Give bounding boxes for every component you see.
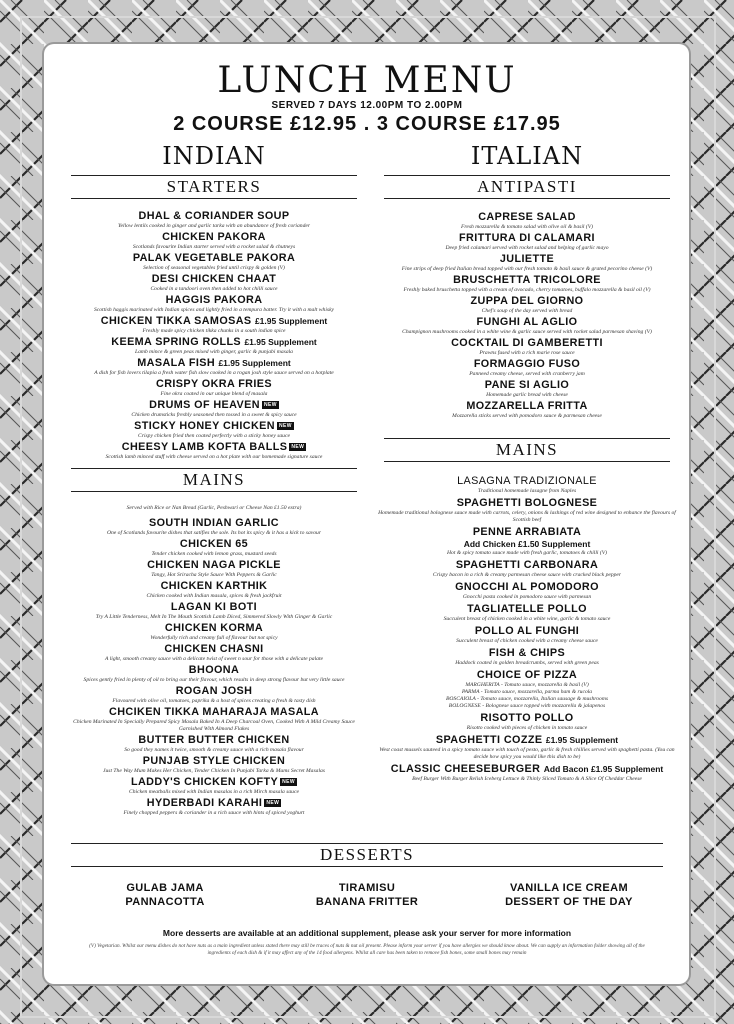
menu-item-name: FISH & CHIPS [488, 647, 566, 659]
supplement-price: £1.95 Supplement [244, 337, 317, 347]
menu-item-description: Yellow lentils cooked in ginger and garlic tarka with an abundance of fresh coriander [117, 223, 311, 229]
menu-item [65, 664, 363, 684]
menu-item-name: CHICKEN NAGA PICKLE [147, 559, 281, 571]
menu-item-description: Chicken Marinated In Specially Prepared Spicy Masala Baked In A Deep Charcoal Oven, Cooked With A Mild Creamy Sauce Garnished With Almond Flakes [73, 719, 355, 732]
desserts-section [65, 843, 669, 909]
menu-item-name: MOZZARELLA FRITTA [466, 400, 588, 412]
menu-item-name: DESI CHICKEN CHAAT [151, 273, 277, 285]
menu-item-name: BUTTER BUTTER CHICKEN [138, 734, 290, 746]
supplement-price: £1.95 Supplement [218, 358, 291, 368]
menu-item [65, 357, 363, 377]
more-desserts-note: More desserts are available at an additional supplement, please ask your server for more information [162, 928, 572, 938]
menu-item-description: Mozzarella sticks served with pomodoro sauce & parmesan cheese [452, 413, 602, 419]
menu-title: LUNCH MENU [217, 60, 517, 101]
menu-item-description: Hot & spicy tomato sauce made with fresh garlic, tomatoes & chilli (V) [447, 550, 607, 556]
menu-item-extra: Add Chicken £1.50 Supplement [463, 539, 591, 549]
menu-item-description: Champignon mushrooms cooked in a white wine & garlic sauce served with rocket salad parmesan shaving (V) [402, 329, 652, 335]
menu-item-name: JULIETTE [499, 253, 555, 265]
menu-item-name: CHICKEN KORMA [164, 622, 264, 634]
menu-item [65, 378, 363, 398]
menu-item-description: Prawns fused with a rich marie rose sauce [479, 350, 575, 356]
menu-item [65, 517, 363, 537]
supplement-price: Add Bacon £1.95 Supplement [543, 764, 664, 774]
menu-item-description: Try A Little Tenderness, Melt In The Mouth Scottish Lamb Diced, Simmered Slowly With Ginger & Garlic [95, 614, 333, 620]
menu-item-name: CRISPY OKRA FRIES [156, 378, 272, 390]
italian-antipasti-heading: ANTIPASTI [384, 175, 670, 199]
menu-item-description: BOLOGNESE - Bolognese sauce topped with mozzarella & jalapenos [448, 703, 606, 709]
menu-item [65, 538, 363, 558]
menu-item [65, 685, 363, 705]
menu-item-name: CHICKEN TIKKA SAMOSAS £1.95 Supplement [100, 315, 328, 327]
menu-item [378, 526, 676, 557]
menu-item [65, 622, 363, 642]
indian-column [65, 142, 363, 817]
desserts-heading: DESSERTS [71, 843, 663, 867]
menu-item [65, 273, 363, 293]
dessert-item: TIRAMISU [338, 882, 396, 894]
menu-item-description: Tangy, Hot Sriracha Style Sauce With Peppers & Garlic [151, 572, 277, 578]
menu-item-name: ZUPPA DEL GIORNO [470, 295, 584, 307]
menu-item-description: Chef's soup of the day served with bread [481, 308, 573, 314]
menu-item-description: Selection of seasonal vegetables fried until crispy & golden (V) [143, 265, 285, 271]
menu-item-name: PENNE ARRABIATA [472, 526, 582, 538]
menu-item-name: CHICKEN 65 [179, 538, 249, 550]
dessert-column-3 [469, 881, 669, 909]
menu-item-description: Succulent breast of chicken cooked in a white wine, garlic & tomato sauce [443, 616, 611, 622]
menu-item [65, 420, 363, 440]
menu-item-description: Risotto cooked with pieces of chicken in tomato sauce [466, 725, 588, 731]
indian-starters-heading: STARTERS [71, 175, 357, 199]
menu-item-name: FORMAGGIO FUSO [473, 358, 581, 370]
menu-item [65, 210, 363, 230]
menu-item [378, 712, 676, 732]
menu-item-name: SPAGHETTI BOLOGNESE [456, 497, 598, 509]
supplement-price: £1.95 Supplement [545, 735, 619, 745]
italian-column [378, 142, 676, 783]
menu-item [65, 559, 363, 579]
dessert-item: VANILLA ICE CREAM [509, 882, 629, 894]
menu-item [378, 497, 676, 524]
menu-item-description: Cooked in a tandoori oven then added to hot chilli sauce [150, 286, 278, 292]
menu-item-name: ROGAN JOSH [175, 685, 253, 697]
menu-item-description: Chicken drumsticks freshly seasoned then tossed in a sweet & spicy sauce [131, 412, 297, 418]
menu-item [378, 603, 676, 623]
menu-item-description: Succulent breast of chicken cooked with a creamy cheese sauce [456, 638, 598, 644]
menu-item [378, 274, 676, 294]
menu-item-name: PUNJAB STYLE CHICKEN [142, 755, 286, 767]
menu-item-name: COCKTAIL DI GAMBERETTI [451, 337, 603, 349]
menu-item-name: FUNGHI AL AGLIO [476, 316, 578, 328]
menu-item [65, 294, 363, 314]
menu-item-name: LASAGNA TRADIZIONALE [457, 475, 597, 487]
menu-item-description: Gnocchi pasta cooked in pomodoro sauce with parmesan [462, 594, 592, 600]
menu-item-name: DRUMS OF HEAVEN NEW [149, 399, 277, 411]
menu-item [65, 580, 363, 600]
menu-item-description: Chicken cooked with Indian masala, spices & fresh jackfruit [146, 593, 282, 599]
menu-item [378, 559, 676, 579]
menu-item [378, 316, 676, 336]
menu-item [378, 358, 676, 378]
menu-item [378, 253, 676, 273]
menu-item-name: HAGGIS PAKORA [165, 294, 263, 306]
menu-item-description: Haddock coated in golden breadcrumbs, served with green peas [455, 660, 599, 666]
menu-item-description: Crispy chicken fried then coated perfectly with a sticky honey sauce [138, 433, 290, 439]
menu-item-name: FRITTURA DI CALAMARI [459, 232, 595, 244]
menu-item-name: HYDERBADI KARAHI NEW [146, 797, 280, 809]
menu-item-name: SPAGHETTI CARBONARA [455, 559, 599, 571]
menu-item-description: Beef Burger With Burger Relish Iceberg Lettuce & Thinly Sliced Tomato & A Slice Of Cheddar Cheese [412, 776, 642, 782]
menu-item [378, 475, 676, 495]
italian-mains-heading: MAINS [384, 438, 670, 462]
menu-item-name: TAGLIATELLE POLLO [467, 603, 587, 615]
menu-item-name: CHICKEN CHASNI [164, 643, 264, 655]
menu-item [65, 315, 363, 335]
menu-item-description: Tender chicken cooked with lemon grass, mustard seeds [151, 551, 277, 557]
menu-item-description: So good they names it twice, smooth & creamy sauce with a rich masala flavour [124, 747, 304, 753]
menu-item [378, 337, 676, 357]
menu-item [378, 379, 676, 399]
menu-item-description: Deep fried calamari served with rocket salad and helping of garlic mayo [445, 245, 609, 251]
indian-mains-note: Served with Rice or Nan Bread (Garlic, Peshwari or Cheese Nan £1.50 extra) [126, 505, 302, 511]
menu-item [65, 336, 363, 356]
menu-item-name: GNOCCHI AL POMODORO [455, 581, 599, 593]
menu-item-description: West coast mussels sauteed in a spicy tomato sauce with touch of pesto, garlic & fresh chillies served with spaghetti pasta. (You can decide how spicy you would like this dish to be) [379, 747, 675, 760]
menu-item-name: STICKY HONEY CHICKEN NEW [134, 420, 292, 432]
menu-item-name: LADDY'S CHICKEN KOFTY NEW [130, 776, 295, 788]
menu-item [378, 211, 676, 231]
new-badge: NEW [263, 402, 277, 408]
menu-item-description: Just The Way Mum Makes Her Chicken, Tender Chicken In Punjabi Tarka & Mums Secret Masalas [103, 768, 325, 774]
menu-item [65, 734, 363, 754]
indian-mains-list [65, 517, 363, 817]
menu-item-description: Chicken meatballs mixed with Indian masalas in a rich Mirch masala sauce [129, 789, 299, 795]
new-badge: NEW [282, 779, 295, 785]
menu-item [378, 647, 676, 667]
menu-item-description: Freshly baked bruschetta topped with a cream of avocado, cherry tomatoes, buffalo mozzarella & basil oil (V) [403, 287, 651, 293]
menu-item-description: Finely chopped peppers & coriander in a rich sauce with hints of spiced yoghurt [123, 810, 305, 816]
menu-item-name: CHICKEN KARTHIK [160, 580, 268, 592]
menu-item [378, 400, 676, 420]
menu-item-description: Fine strips of deep fried Italian bread topped with our fresh tomato & basil sauce & grated pecorino cheese (V) [401, 266, 653, 272]
menu-item [378, 295, 676, 315]
menu-item-description: Fresh mozzarella & tomato salad with olive oil & basil (V) [461, 224, 593, 230]
menu-item-name: DHAL & CORIANDER SOUP [138, 210, 290, 222]
menu-item [378, 763, 676, 783]
new-badge: NEW [266, 800, 280, 806]
menu-item-name: SPAGHETTI COZZE £1.95 Supplement [435, 734, 619, 746]
menu-item-description: Scottish haggis marinated with Indian spices and lightly fried in a tempura batter. Try it with a malt whisky [93, 307, 335, 313]
course-prices: 2 COURSE £12.95 . 3 COURSE £17.95 [173, 113, 561, 135]
menu-item [65, 797, 363, 817]
menu-item-description: Freshly made spicy chicken tikka chunks in a south indian spice [142, 328, 286, 334]
menu-item-name: CAPRESE SALAD [478, 211, 576, 223]
menu-item-description: Scottish lamb minced stuff with cheese served on a hot plate with our homemade signature sauce [105, 454, 323, 460]
menu-item-name: BRUSCHETTA TRICOLORE [453, 274, 601, 286]
menu-item-name: RISOTTO POLLO [480, 712, 574, 724]
menu-item-name: PANE SI AGLIO [484, 379, 570, 391]
menu-item [65, 231, 363, 251]
menu-item [65, 706, 363, 733]
indian-mains-heading: MAINS [71, 468, 357, 492]
menu-item-description: One of Scotlands favourite dishes that satifies the sole. Its hot its spicy & it has a kick to savour [106, 530, 322, 536]
menu-item-name: LAGAN KI BOTI [170, 601, 258, 613]
italian-antipasti-list [378, 211, 676, 420]
menu-item [65, 252, 363, 272]
menu-item-description: A light, smooth creamy sauce with a delicate twist of sweet n sour for those with a delicate palate [105, 656, 323, 662]
menu-item [65, 601, 363, 621]
menu-item-description: Panneed creamy cheese, served with cranberry jam [469, 371, 585, 377]
menu-item-description: Spices gently fried in plenty of oil to bring our their flavour, which results in deep strong flavour but very little sauce [83, 677, 345, 683]
indian-title: INDIAN [162, 142, 266, 170]
menu-item-description: Crispy bacon in a rich & creamy parmesan cheese sauce with cracked black pepper [432, 572, 622, 578]
menu-item-description: PARMA - Tomato sauce, mozzarella, parma ham & rucola [461, 689, 593, 695]
menu-item-description: MARGHERITA - Tomato sauce, mozzarella & basil (V) [465, 682, 589, 688]
menu-item [65, 399, 363, 419]
menu-item-name: SOUTH INDIAN GARLIC [149, 517, 279, 529]
menu-item [65, 643, 363, 663]
dessert-column-1 [65, 881, 265, 909]
menu-item-description: Wonderfully rich and creamy full of flavour but not spicy [150, 635, 278, 641]
supplement-price: £1.95 Supplement [254, 316, 328, 326]
menu-item [65, 776, 363, 796]
menu-item-description: Homemade traditional bolognese sauce made with carrots, celery, onions & lashings of red wine designed to enhance the flavours of Scottish beef [378, 510, 676, 523]
menu-item [378, 625, 676, 645]
new-badge: NEW [291, 444, 305, 450]
menu-item [378, 232, 676, 252]
menu-item-description: BOSCAIOLA - Tomato sauce, mozzarella, Italian sausage & mushrooms [445, 696, 609, 702]
menu-item-name: CLASSIC CHEESEBURGER Add Bacon £1.95 Supplement [390, 763, 664, 775]
menu-item-name: CHEESY LAMB KOFTA BALLS NEW [121, 441, 305, 453]
menu-item-description: A dish for fish lovers tilapia a fresh water fish slow cooked in a rogan josh style sauce served on a hotplate [94, 370, 334, 376]
italian-title: ITALIAN [470, 142, 584, 170]
italian-mains-list [378, 475, 676, 783]
indian-starters-list [65, 210, 363, 461]
dessert-item: DESSERT OF THE DAY [505, 896, 633, 908]
menu-item-description: Homemade garlic bread with cheese [486, 392, 568, 398]
menu-item-description: Flavoured with olive oil, tomatoes, paprika & a host of spices creating a fresh & tasty dish [112, 698, 316, 704]
dessert-item: BANANA FRITTER [315, 896, 419, 908]
menu-item-description: Scotlands favourite Indian starter served with a rocket salad & chutneys [132, 244, 296, 250]
menu-item-description: Traditional homemade lasagne from Naples [477, 488, 577, 494]
dessert-column-2 [267, 881, 467, 909]
served-hours: SERVED 7 DAYS 12.00PM TO 2.00PM [271, 100, 463, 111]
menu-item-name: PALAK VEGETABLE PAKORA [132, 252, 296, 264]
menu-item-description: Lamb mince & green peas mixed with ginger, garlic & punjabi masala [135, 349, 293, 355]
menu-item-name: MASALA FISH £1.95 Supplement [137, 357, 291, 369]
menu-item-name: CHOICE OF PIZZA [476, 669, 578, 681]
menu-item-name: CHCIKEN TIKKA MAHARAJA MASALA [109, 706, 319, 718]
menu-item-name: POLLO AL FUNGHI [474, 625, 580, 637]
menu-item-name: KEEMA SPRING ROLLS £1.95 Supplement [111, 336, 317, 348]
menu-item [378, 734, 676, 761]
menu-item-name: BHOONA [188, 664, 240, 676]
menu-item-description: Fine okra coated in our unique blend of masala [160, 391, 268, 397]
dessert-item: GULAB JAMA [126, 882, 204, 894]
new-badge: NEW [278, 423, 292, 429]
menu-item [65, 755, 363, 775]
menu-item [65, 441, 363, 461]
allergen-disclaimer: (V) Vegetarian. Whilst our menu dishes do not have nuts as a main ingredient unless stated there may still be traces of nuts & nut oil present. Please inform your server if you have allergies we should know about. We can supply an information folder showing all of the ingredients of each dish & if it may affect any of the 14 food allergens. Whilst all care has been taken to remove fish bones, some small bones may remain [89, 943, 645, 956]
menu-item [378, 669, 676, 710]
menu-item [378, 581, 676, 601]
dessert-item: PANNACOTTA [125, 896, 205, 908]
menu-item-name: CHICKEN PAKORA [162, 231, 266, 243]
